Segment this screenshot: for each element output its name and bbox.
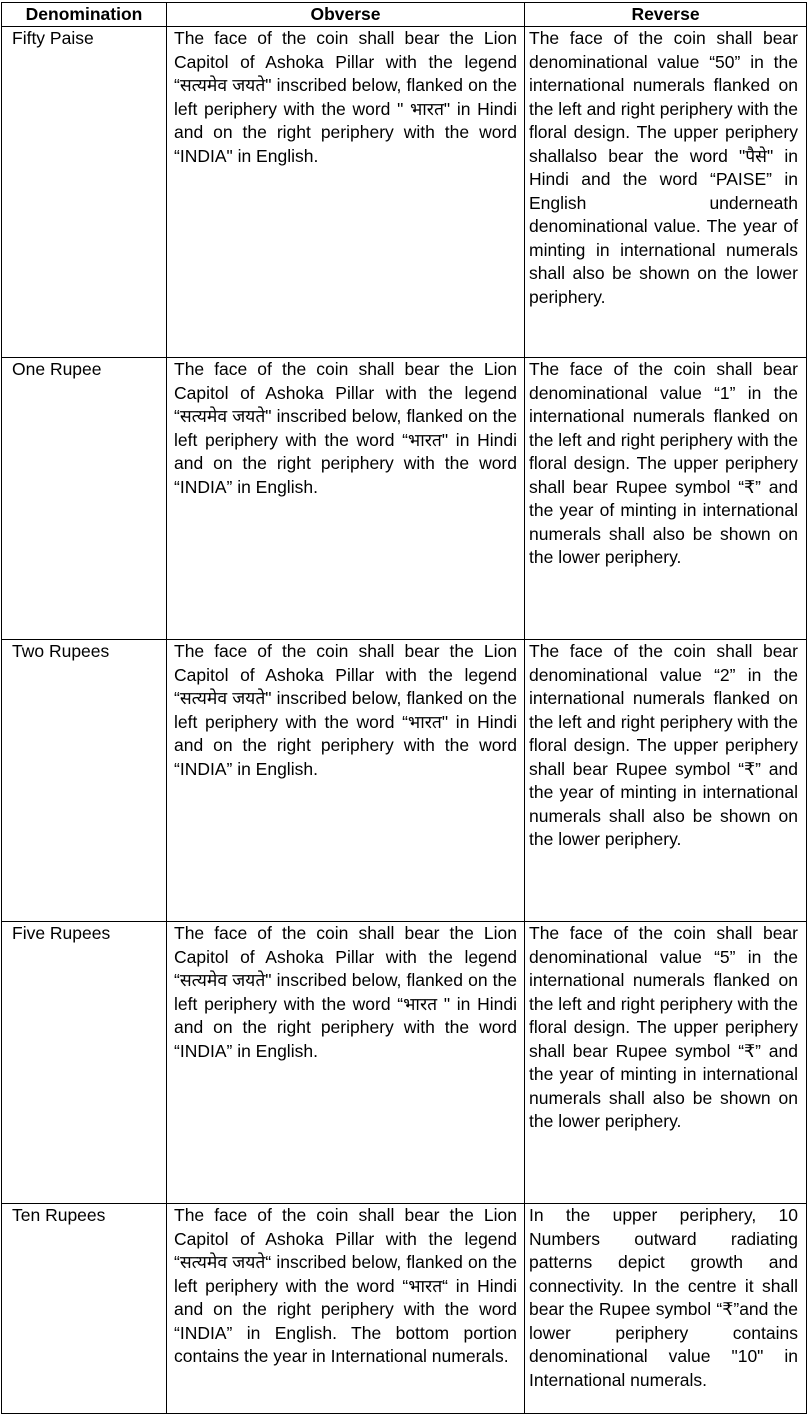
reverse-text: The face of the coin shall bear denominational value “50” in the international numerals flanked on the left and right periphery with the floral design. The upper periphery shallalso bear the word "पैसे" in Hindi and the word “PAISE” in English underneath denominational value. The year of minting in international numerals shall also be shown on the lower periphery. <box>529 28 798 307</box>
obverse-cell <box>167 922 525 1204</box>
reverse-text: The face of the coin shall bear denominational value “2” in the international numerals flanked on the left and right periphery with the floral design. The upper periphery shall bear Rupee symbol “₹” and the year of minting in international numerals shall also be shown on the lower periphery. <box>529 641 798 849</box>
table-row <box>2 1204 807 1414</box>
obverse-text: The face of the coin shall bear the Lion Capitol of Ashoka Pillar with the legend “सत्यमेव जयते" inscribed below, flanked on the left periphery with the word " भारत" in Hindi and on the right periphery with the word “INDIA" in English. <box>174 28 517 166</box>
reverse-cell <box>525 27 807 358</box>
obverse-cell <box>167 27 525 358</box>
table-row <box>2 358 807 640</box>
reverse-text: In the upper periphery, 10 Numbers outward radiating patterns depict growth and connectivity. In the centre it shall bear the Rupee symbol “₹”and the lower periphery contains denominational value "10" in International numerals. <box>529 1205 798 1390</box>
obverse-cell <box>167 1204 525 1414</box>
table-row <box>2 922 807 1204</box>
denomination-cell <box>2 1204 167 1414</box>
table-header-row <box>2 3 807 27</box>
obverse-text: The face of the coin shall bear the Lion Capitol of Ashoka Pillar with the legend “सत्यमेव जयते" inscribed below, flanked on the left periphery with the word “भारत" in Hindi and on the right periphery with the word “INDIA” in English. <box>174 641 517 779</box>
denomination-cell <box>2 358 167 640</box>
denomination-text: Five Rupees <box>12 923 111 943</box>
denomination-cell <box>2 640 167 922</box>
header-obverse: Obverse <box>167 3 525 27</box>
obverse-text: The face of the coin shall bear the Lion Capitol of Ashoka Pillar with the legend “सत्यमेव जयते" inscribed below, flanked on the left periphery with the word “भारत " in Hindi and on the right periphery with the word “INDIA” in English. <box>174 923 517 1061</box>
denomination-text: Fifty Paise <box>12 28 94 48</box>
obverse-cell <box>167 640 525 922</box>
denomination-cell <box>2 922 167 1204</box>
denomination-text: Ten Rupees <box>12 1205 106 1225</box>
denomination-text: One Rupee <box>12 359 102 379</box>
reverse-cell <box>525 640 807 922</box>
obverse-text: The face of the coin shall bear the Lion Capitol of Ashoka Pillar with the legend “सत्यमेव जयते" inscribed below, flanked on the left periphery with the word “भारत" in Hindi and on the right periphery with the word “INDIA” in English. <box>174 359 517 497</box>
header-reverse: Reverse <box>525 3 807 27</box>
denomination-text: Two Rupees <box>12 641 110 661</box>
reverse-cell <box>525 1204 807 1414</box>
reverse-text: The face of the coin shall bear denominational value “5” in the international numerals flanked on the left and right periphery with the floral design. The upper periphery shall bear Rupee symbol “₹” and the year of minting in international numerals shall also be shown on the lower periphery. <box>529 923 798 1131</box>
reverse-text: The face of the coin shall bear denominational value “1” in the international numerals flanked on the left and right periphery with the floral design. The upper periphery shall bear Rupee symbol “₹” and the year of minting in international numerals shall also be shown on the lower periphery. <box>529 359 798 567</box>
reverse-cell <box>525 922 807 1204</box>
obverse-text: The face of the coin shall bear the Lion Capitol of Ashoka Pillar with the legend “सत्यमेव जयते“ inscribed below, flanked on the left periphery with the word “भारत“ in Hindi and on the right periphery with the word “INDIA” in English. The bottom portion contains the year in International numerals. <box>174 1205 517 1366</box>
coin-design-table <box>1 2 807 1414</box>
table-row <box>2 640 807 922</box>
reverse-cell <box>525 358 807 640</box>
table-row <box>2 27 807 358</box>
obverse-cell <box>167 358 525 640</box>
header-denomination: Denomination <box>2 3 167 27</box>
denomination-cell <box>2 27 167 358</box>
